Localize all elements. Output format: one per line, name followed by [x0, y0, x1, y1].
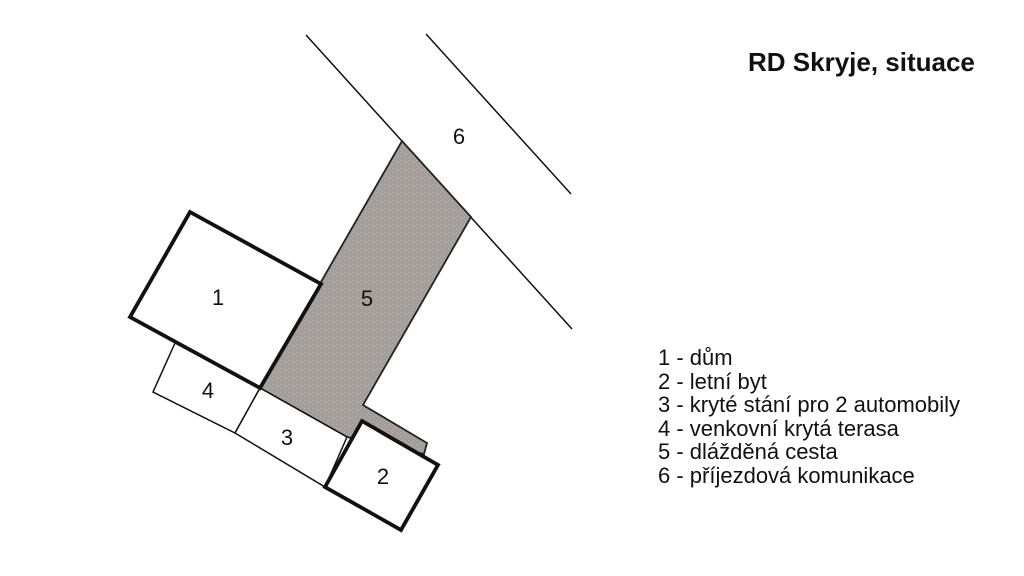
- area-label-terrace: 4: [201, 378, 215, 403]
- legend-item-5: 5 - dlážděná cesta: [658, 439, 838, 464]
- legend-item-1: 1 - dům: [658, 345, 733, 370]
- area-label-carport: 3: [280, 425, 294, 450]
- legend-item-4: 4 - venkovní krytá terasa: [658, 415, 899, 441]
- area-label-summer-apartment: 2: [376, 464, 390, 489]
- legend-item-6: 6 - příjezdová komunikace: [658, 462, 915, 488]
- area-label-house: 1: [211, 285, 225, 310]
- area-label-access-road: 6: [452, 124, 466, 149]
- area-label-paved-path: 5: [360, 286, 374, 311]
- legend: [658, 346, 960, 487]
- access-road-edge-upper: [426, 34, 571, 194]
- legend-item-2: 2 - letní byt: [658, 368, 767, 394]
- legend-item-3: 3 - kryté stání pro 2 automobily: [658, 392, 961, 417]
- page-title: RD Skryje, situace: [748, 47, 975, 77]
